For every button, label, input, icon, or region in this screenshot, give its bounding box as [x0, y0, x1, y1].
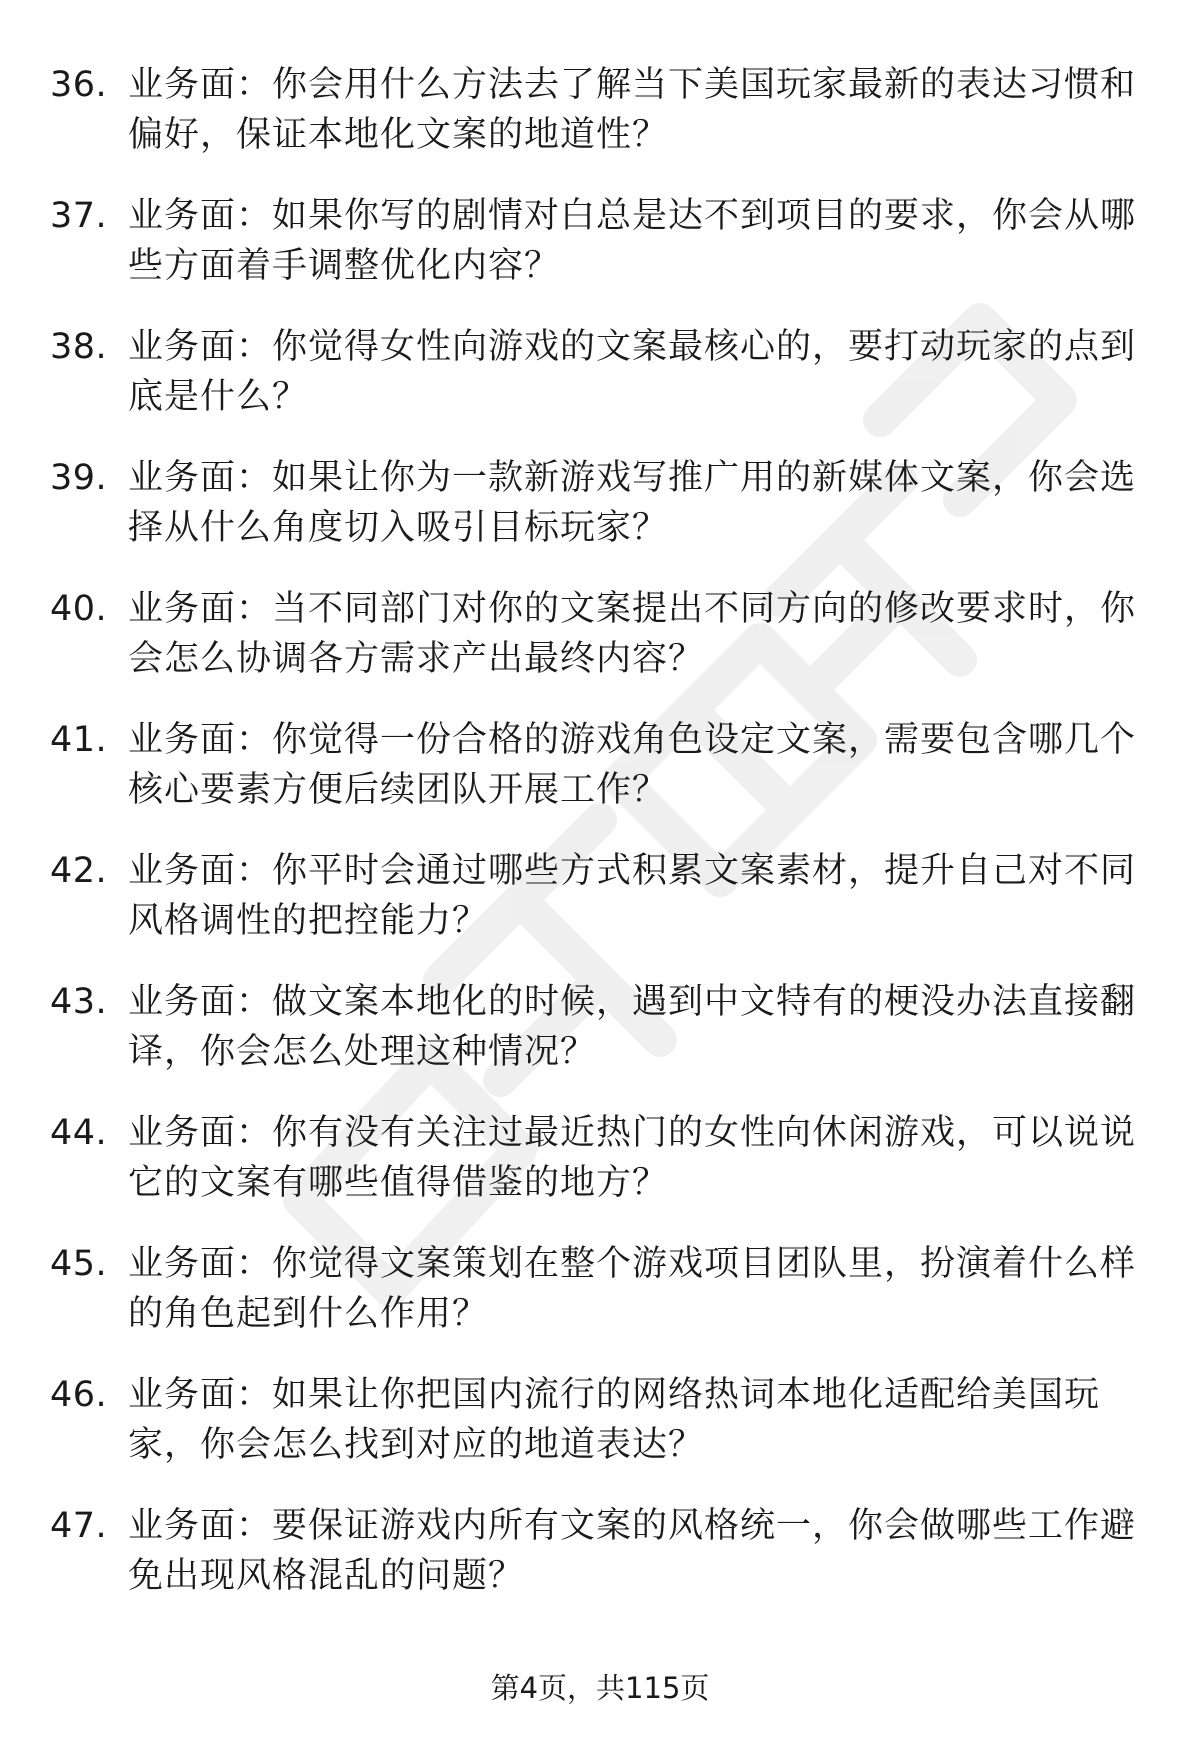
question-item [50, 191, 1140, 322]
question-number: 41. [50, 720, 108, 760]
question-text: 业务面：当不同部门对你的文案提出不同方向的修改要求时，你会怎么协调各方需求产出最终内容？ [128, 589, 1137, 679]
question-number: 36. [50, 65, 108, 105]
question-item [50, 584, 1140, 715]
page-footer: 第4页，共115页 [490, 1671, 710, 1705]
question-item [50, 1501, 1140, 1632]
question-item [50, 322, 1140, 453]
question-text: 业务面：要保证游戏内所有文案的风格统一，你会做哪些工作避免出现风格混乱的问题？ [128, 1506, 1137, 1596]
question-number: 40. [50, 589, 108, 629]
question-text: 业务面：做文案本地化的时候，遇到中文特有的梗没办法直接翻译，你会怎么处理这种情况？ [128, 982, 1137, 1072]
question-number: 43. [50, 982, 108, 1022]
question-item [50, 715, 1140, 846]
question-text: 业务面：如果让你把国内流行的网络热词本地化适配给美国玩家，你会怎么找到对应的地道表达？ [128, 1375, 1101, 1465]
question-text: 业务面：如果让你为一款新游戏写推广用的新媒体文案，你会选择从什么角度切入吸引目标玩家？ [128, 458, 1137, 548]
question-text: 业务面：你觉得一份合格的游戏角色设定文案，需要包含哪几个核心要素方便后续团队开展工作？ [128, 720, 1137, 810]
question-item [50, 977, 1140, 1108]
question-item [50, 60, 1140, 191]
question-text: 业务面：如果你写的剧情对白总是达不到项目的要求，你会从哪些方面着手调整优化内容？ [128, 196, 1137, 286]
question-number: 42. [50, 851, 108, 891]
question-text: 业务面：你会用什么方法去了解当下美国玩家最新的表达习惯和偏好，保证本地化文案的地道性？ [128, 65, 1137, 155]
question-item [50, 453, 1140, 584]
question-number: 47. [50, 1506, 108, 1546]
question-number: 38. [50, 327, 108, 367]
question-list [50, 60, 1140, 1632]
question-number: 37. [50, 196, 108, 236]
question-item [50, 1239, 1140, 1370]
question-number: 46. [50, 1375, 108, 1415]
question-item [50, 846, 1140, 977]
question-number: 39. [50, 458, 108, 498]
question-text: 业务面：你觉得女性向游戏的文案最核心的，要打动玩家的点到底是什么？ [128, 327, 1137, 417]
question-item [50, 1370, 1140, 1501]
question-text: 业务面：你觉得文案策划在整个游戏项目团队里，扮演着什么样的角色起到什么作用？ [128, 1244, 1137, 1334]
question-text: 业务面：你平时会通过哪些方式积累文案素材，提升自己对不同风格调性的把控能力？ [128, 851, 1137, 941]
question-text: 业务面：你有没有关注过最近热门的女性向休闲游戏，可以说说它的文案有哪些值得借鉴的地方？ [128, 1113, 1137, 1203]
question-number: 45. [50, 1244, 108, 1284]
question-number: 44. [50, 1113, 108, 1153]
question-item [50, 1108, 1140, 1239]
